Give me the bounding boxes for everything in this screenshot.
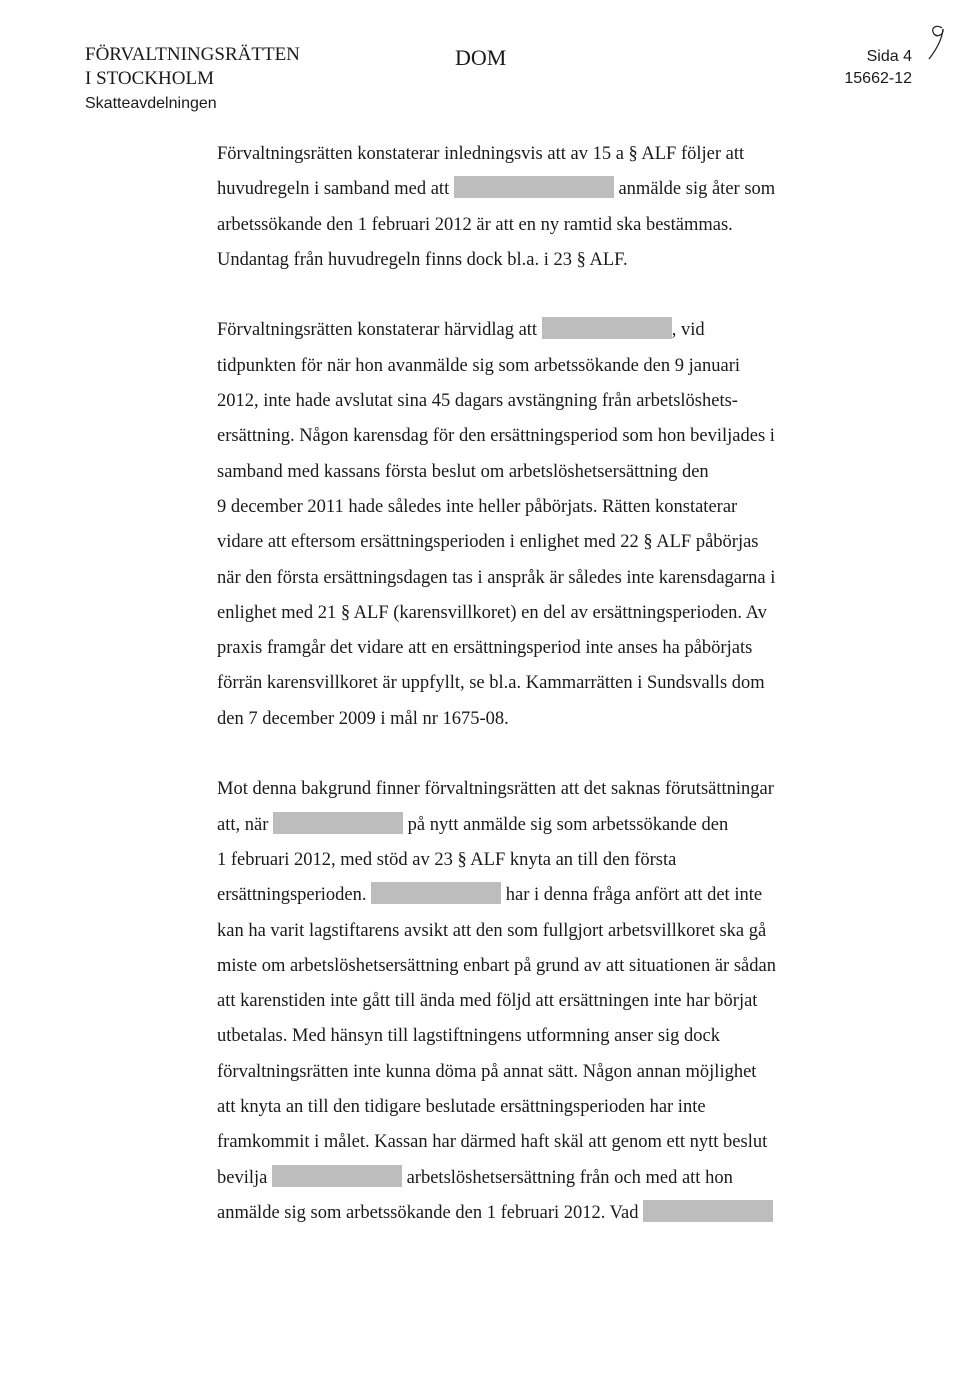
text-run: arbetslöshetsersättning från och med att hon — [401, 1167, 733, 1188]
text-run: , vid — [671, 320, 705, 341]
text-run: huvudregeln i samband med att — [217, 179, 454, 200]
redacted-name — [273, 812, 403, 834]
paragraph-1 — [217, 137, 837, 278]
text-run: 2012, inte hade avslutat sina 45 dagars avstängning från arbetslöshets- — [217, 391, 738, 412]
text-run: ersättning. Någon karensdag för den ersättningsperiod som hon beviljades i — [217, 426, 775, 447]
redacted-name — [542, 317, 672, 339]
text-run: kan ha varit lagstiftarens avsikt att den som fullgjort arbetsvillkoret ska gå — [217, 920, 767, 941]
text-line — [217, 243, 837, 278]
text-run: arbetssökande den 1 februari 2012 är att en ny ramtid ska bestämmas. — [217, 214, 733, 235]
text-run: att knyta an till den tidigare beslutade ersättningsperioden har inte — [217, 1097, 706, 1118]
text-line — [217, 208, 837, 243]
text-line — [217, 914, 837, 949]
text-run: 1 februari 2012, med stöd av 23 § ALF knyta an till den första — [217, 849, 677, 870]
text-line — [217, 455, 837, 490]
text-line — [217, 878, 837, 913]
text-line — [217, 490, 837, 525]
paragraph-3 — [217, 772, 837, 1231]
text-run: att, när — [217, 814, 273, 835]
text-run: Förvaltningsrätten konstaterar inledningsvis att av 15 a § ALF följer att — [217, 144, 745, 164]
redacted-name — [643, 1200, 773, 1222]
redacted-name — [454, 176, 614, 198]
court-city: I STOCKHOLM — [85, 68, 214, 89]
text-run: Mot denna bakgrund finner förvaltningsrätten att det saknas förutsättningar — [217, 779, 774, 800]
text-run: har i denna fråga anfört att det inte — [501, 885, 763, 906]
text-line — [217, 772, 837, 807]
text-line — [217, 1019, 837, 1054]
paragraph-2 — [217, 313, 837, 737]
text-run: den 7 december 2009 i mål nr 1675-08. — [217, 708, 509, 729]
text-run: på nytt anmälde sig som arbetssökande den — [403, 814, 729, 835]
text-line — [217, 949, 837, 984]
text-run: bevilja — [217, 1167, 272, 1188]
text-line — [217, 525, 837, 560]
text-line — [217, 666, 837, 701]
text-line — [217, 1090, 837, 1125]
text-run: att karenstiden inte gått till ända med följd att ersättningen inte har börjat — [217, 991, 758, 1012]
case-number: 15662-12 — [844, 70, 912, 87]
text-line — [217, 702, 837, 737]
court-department: Skatteavdelningen — [85, 95, 217, 112]
text-line — [217, 843, 837, 878]
text-run: 9 december 2011 hade således inte heller påbörjats. Rätten konstaterar — [217, 496, 738, 517]
text-run: miste om arbetslöshetsersättning enbart på grund av att situationen är sådan — [217, 955, 776, 976]
text-run: när den första ersättningsdagen tas i anspråk är således inte karensdagarna i — [217, 567, 776, 588]
text-run: praxis framgår det vidare att en ersättningsperiod inte anses ha påbörjats — [217, 638, 753, 659]
text-line — [217, 808, 837, 843]
text-line — [217, 984, 837, 1019]
text-run: vidare att eftersom ersättningsperioden i enlighet med 22 § ALF påbörjas — [217, 532, 759, 553]
text-run: utbetalas. Med hänsyn till lagstiftningens utformning anser sig dock — [217, 1026, 721, 1047]
text-run: anmälde sig åter som — [618, 179, 776, 200]
text-line — [217, 349, 837, 384]
redacted-name — [371, 882, 501, 904]
text-line — [217, 596, 837, 631]
text-line — [217, 631, 837, 666]
text-line — [217, 172, 837, 207]
handwritten-page-mark-icon — [924, 22, 950, 62]
body-text — [217, 137, 837, 1231]
text-run: samband med kassans första beslut om arbetslöshetsersättning den — [217, 461, 709, 482]
text-line — [217, 561, 837, 596]
text-run: ersättningsperioden. — [217, 885, 372, 906]
text-line — [217, 1125, 837, 1160]
text-run: förrän karensvillkoret är uppfyllt, se bl.a. Kammarrätten i Sundsvalls dom — [217, 673, 765, 694]
text-line — [217, 1055, 837, 1090]
text-line — [217, 1161, 837, 1196]
text-line — [217, 419, 837, 454]
text-line — [217, 1196, 837, 1231]
text-line — [217, 384, 837, 419]
page-number: Sida 4 — [866, 48, 912, 65]
redacted-name — [272, 1165, 402, 1187]
text-run: Undantag från huvudregeln finns dock bl.a. i 23 § ALF. — [217, 249, 628, 270]
text-run: Förvaltningsrätten konstaterar härvidlag att — [217, 320, 542, 341]
text-run: förvaltningsrätten inte kunna döma på annat sätt. Någon annan möjlighet — [217, 1061, 757, 1082]
text-run: enlighet med 21 § ALF (karensvillkoret) en del av ersättningsperioden. Av — [217, 602, 767, 623]
text-run: anmälde sig som arbetssökande den 1 februari 2012. Vad — [217, 1202, 644, 1223]
text-line — [217, 313, 837, 348]
text-line — [217, 137, 837, 172]
court-name: FÖRVALTNINGSRÄTTEN — [85, 44, 300, 65]
document-type: DOM — [455, 45, 507, 70]
text-run: framkommit i målet. Kassan har därmed haft skäl att genom ett nytt beslut — [217, 1132, 768, 1153]
text-run: tidpunkten för när hon avanmälde sig som arbetssökande den 9 januari — [217, 355, 740, 376]
